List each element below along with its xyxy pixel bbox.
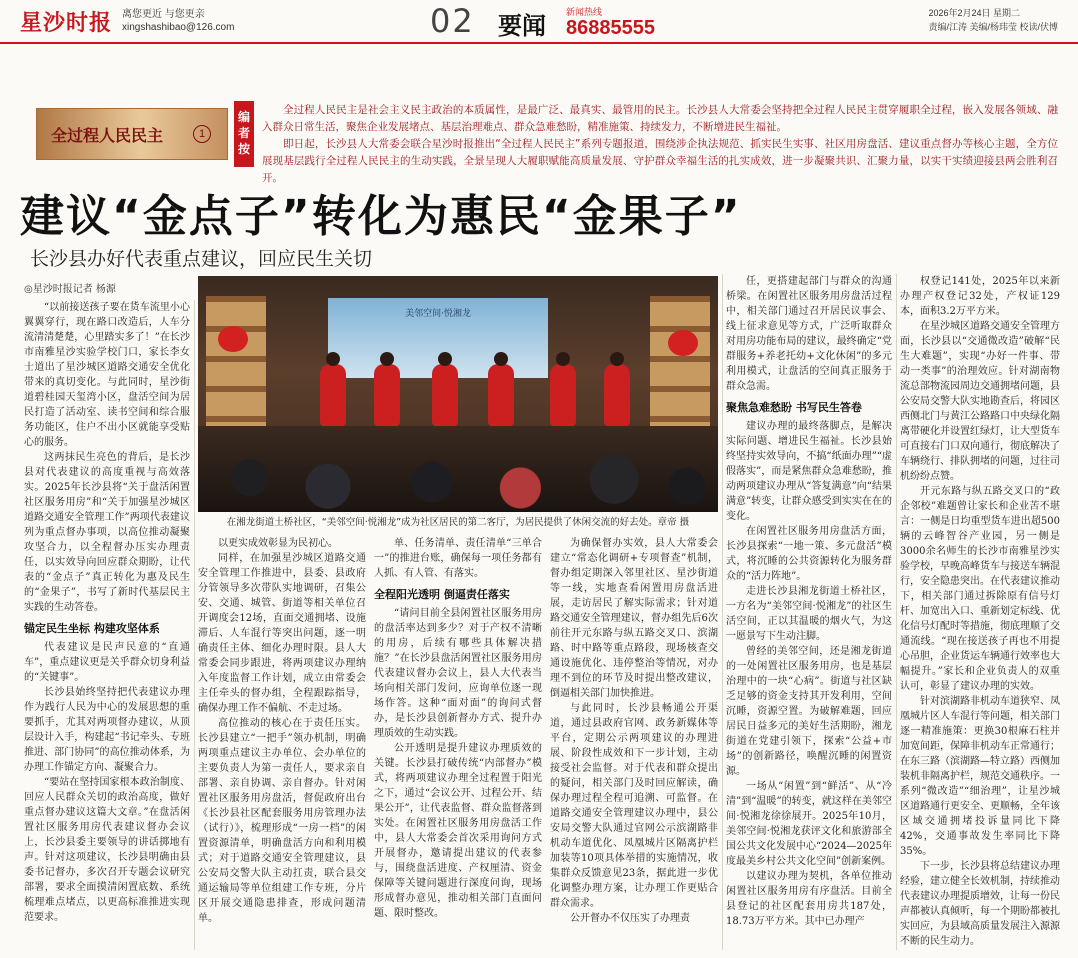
- hotline-label: 新闻热线: [566, 7, 603, 17]
- subheadline: 长沙县办好代表重点建议，回应民生关切: [30, 248, 373, 270]
- article-paragraph: 针对滨湖路非机动车道狭窄、凤凰城片区人车混行等问题，相关部门逐一精准施策：更换30根麻石柱并加宽间距，保障非机动车正常通行；在东三路（滨湖路—特立路）西侧加装机非隔离护栏，规范交通秩序。一系列“微改造”“细治理”，让星沙城区道路通行更安全、更顺畅，全年该区域交通拥堵投诉量同比下降42%，交通事故发生率同比下降35%。: [900, 696, 1060, 857]
- series-number: 1: [193, 125, 211, 143]
- performer: [550, 364, 576, 426]
- column-divider: [896, 274, 897, 950]
- article-column-5: [726, 274, 892, 950]
- article-paragraph: “以前接送孩子要在货车流里小心翼翼穿行，现在路口改造后，人车分流清清楚楚，心里踏实多了！”在长沙市南雅星沙实验学校门口，家长李女士道出了星沙城区道路交通安全优化带来的真切变化。与此同时，星沙街道碧桂园天玺湾小区，盘活空间为居民打造了活动室、读书空间和综合服务功能区，住户不出小区就能享受贴心的服务。: [24, 302, 190, 448]
- headline: 建议“金点子”转化为惠民“金果子”: [20, 191, 742, 242]
- section-title: 要闻: [498, 12, 546, 40]
- article-paragraph: 公开督办不仅压实了办理责: [570, 913, 690, 924]
- lantern-icon: [218, 326, 248, 352]
- performer: [604, 364, 630, 426]
- article-column-2: [198, 536, 366, 950]
- article-paragraph: 以建议办理为契机，各单位推动闲置社区服务用房有序盘活。目前全县登记的社区配套用房共187处，18.73万平方米。其中已办理产: [726, 871, 892, 927]
- masthead: [0, 0, 1078, 44]
- article-paragraph: 曾经的美邻空间，还是湘龙街道的一处闲置社区服务用房，也是基层治理中的一块“心病”。街道与社区缺乏足够的资金支持其开发利用，空间沉睡，资源空置。为破解难题，回应居民日益多元的美好生活期盼，湘龙街道在党建引领下，探索“公益+市场”的创新路径，唤醒沉睡的闲置资源。: [726, 646, 892, 777]
- issue-info: [928, 6, 1058, 34]
- article-paragraph: 开元东路与纵五路交叉口的“政企邻校”难题曾让家长和企业苦不堪言：一侧是日均重型货车进出超500辆的云峰智谷产业园，另一侧是3000余名师生的长沙市南雅星沙实验学校，早晚高峰货车与接送车辆混行，安全隐患突出。在代表建议推动下，相关部门通过拆除原有信号灯杆、加宽出入口、重新划定标线、优化信号灯配时等措施，彻底理顺了交通流线。“现在接送孩子再也不用提心吊胆，企业货运车辆通行效率也大幅提升。”家长和企业负责人的双重认可，彰显了建议办理的实效。: [900, 486, 1060, 692]
- article-paragraph: 权登记141处，2025年以来新办理产权登记32处，产权证129本，面积3.2万平方米。: [900, 276, 1060, 317]
- article-column-3: [374, 536, 542, 950]
- slogan: [122, 8, 234, 34]
- performer: [320, 364, 346, 426]
- performer: [488, 364, 514, 426]
- article-paragraph: 建议办理的最终落脚点，是解决实际问题、增进民生福祉。长沙县始终坚持实效导向，不搞“纸面办理”“虚假落实”，而是紧焦群众急难愁盼，推动两项建议办理从“答复满意”向“结果满意”转变，让群众感受到实实在在的变化。: [726, 421, 892, 522]
- contact-email: xingshashibao@126.com: [122, 22, 235, 33]
- article-paragraph: 单、任务清单、责任清单“三单合一”的推进台账，确保每一项任务都有人抓、有人管、有落实。: [374, 538, 542, 579]
- performer: [374, 364, 400, 426]
- column-divider: [194, 300, 195, 950]
- issue-date: 2026年2月24日 星期二: [928, 8, 1021, 18]
- article-column-4: [550, 536, 718, 950]
- article-paragraph: 长沙县始终坚持把代表建议办理作为践行人民为中心的发展思想的重要抓手，尤其对两项督办建议，从顶层设计入手，构建起“书记牵头、专班推进、部门协同”的高位推动体系，为办理工作锚定方向、凝聚合力。: [24, 687, 190, 773]
- article-photo: [198, 276, 718, 512]
- section-subheading: 全程阳光透明 倒逼责任落实: [374, 588, 510, 601]
- article-paragraph: 这两抹民生亮色的背后，是长沙县对代表建议的高度重视与高效落实。2025年长沙县将“关于盘活闲置社区服务用房”和“关于加强星沙城区道路交通安全管理工作”两项代表建议列为重点督办事项，以高位推动凝聚攻坚合力，以全程督办压实办理责任，以实效导向回应群众期盼，让代表的“金点子”真正转化为惠及民生的“金果子”，书写了新时代基层民主实践的生动答卷。: [24, 452, 190, 613]
- article-paragraph: 一场从“闲置”到“鲜活”、从“冷清”到“温暖”的转变，就这样在美邻空间·悦湘龙徐徐展开。2025年10月，美邻空间·悦湘龙获评文化和旅游部全国公共文化发展中心“2024—2025年度最美乡村公共文化空间”创新案例。: [726, 781, 892, 867]
- article-paragraph: 下一步，长沙县将总结建议办理经验，建立健全长效机制，持续推动代表建议办理提质增效，让每一份民声都被认真倾听，每一个期盼都被扎实回应，为县域高质量发展注入源源不断的民生动力。: [900, 861, 1060, 947]
- article-paragraph: 在星沙城区道路交通安全管理方面，长沙县以“交通微改造”破解“民生大难题”，实现“办好一件事、带动一类事”的治理效应。针对湖南物流总部物流园周边交通拥堵问题，县公安局交警大队实地勘查后，将园区西侧北门与黄江公路路口中央绿化隔离带硬化并设置红绿灯，让大型货车可直接右门口双向通行，彻底解决了车辆绕行、排队拥堵的问题，过往司机纷纷点赞。: [900, 321, 1060, 482]
- bookshelf: [206, 296, 266, 446]
- editor-note: [262, 102, 1058, 187]
- article-paragraph: “请问目前全县闲置社区服务用房的盘活率达到多少？对于产权不清晰的用房，后续有哪些具体解决措施？”在长沙县盘活闲置社区服务用房代表建议督办会议上，县人大代表当场向相关部门发问，应询单位逐一现场作答。这种“面对面”的询问式督办，是长沙县创新督办方式、提升办理质效的生动实践。: [374, 608, 542, 739]
- slogan-text: 离您更近 与您更亲: [122, 9, 205, 20]
- lantern-icon: [668, 330, 698, 356]
- article-column-1: [24, 300, 190, 950]
- article-paragraph: “要站在坚持国家根本政治制度、回应人民群众关切的政治高度，做好重点督办建议这篇大文章。”在盘活闲置社区服务用房代表建议督办会议上，长沙县委主要领导的讲话掷地有声。针对这项建议，长沙县明确由县委书记督办，多次召开专题会议研究部署，要求全面摸清闲置底数、系统梳理难点堵点，以更高标准推进实现范要求。: [24, 777, 190, 923]
- editor-note-paragraph: 全过程人民民主是社会主义民主政治的本质属性，是最广泛、最真实、最管用的民主。长沙县人大常委会坚持把全过程人民民主贯穿履职全过程，嵌入发展各领域、融入群众日常生活，聚焦企业发展堵点、基层治理难点、群众急难愁盼，精准施策、持续发力，不断增进民生福祉。: [262, 104, 1058, 133]
- article-paragraph: 任，更搭建起部门与群众的沟通桥梁。在闲置社区服务用房盘活过程中，相关部门通过召开居民议事会、线上征求意见等方式，广泛听取群众对用房功能布局的建议，最终确定“党群服务+养老托幼+文化休闲”的多元利用模式，让盘活的空间真正服务于群众急需。: [726, 276, 892, 392]
- section-subheading: 锚定民生坐标 构建攻坚体系: [24, 622, 160, 635]
- article-paragraph: 公开透明是提升建议办理质效的关键。长沙县打破传统“内部督办”模式，将两项建议办理全过程置于阳光之下，通过“会议公开、过程公开、结果公开”，让代表监督、群众监督落到实处。在闲置社区服务用房盘活工作中，县人大常委会首次采用询问方式开展督办，邀请提出建议的代表参与，围绕盘活进度、产权厘清、资金保障等关键问题进行深度问询，现场形成督办意见，推动相关部门直面问题、限时整改。: [374, 743, 542, 919]
- article-paragraph: 高位推动的核心在于责任压实。长沙县建立“一把手”领办机制，明确两项重点建议主办单位、会办单位的主要负责人为第一责任人，要求亲自部署、亲自协调、亲自督办。针对闲置社区服务用房盘活，督促政府出台《长沙县社区配套服务用房管理办法（试行）》，梳理形成“一房一档”的闲置资源清单，明确盘活方向和利用模式；对于道路交通安全管理建议，县公安局交警大队主动扛责，联合县交通运输局等单位组建工作专班，分片区开展交通隐患排查，形成问题清单。: [198, 718, 366, 924]
- article-paragraph: 在闲置社区服务用房盘活方面，长沙县探索“一地一策、多元盘活”模式，将沉睡的公共资源转化为服务群众的“活力阵地”。: [726, 526, 892, 582]
- article-paragraph: 为确保督办实效，县人大常委会建立“常态化调研+专项督查”机制，督办组定期深入邻里社区、星沙街道等一线，实地查看闲置用房盘活进展，走访居民了解实际需求；针对道路交通安全管理建议，督办组先后6次前往开元东路与纵五路交叉口、滨湖路、时中路等重点路段，现场核查交通设施优化、违停整治等情况，对办理不到位的环节及时提出整改建议，倒逼相关部门加快推进。: [550, 538, 718, 699]
- editor-credits: 责编/江涛 美编/杨玮莹 校读/伏博: [928, 22, 1058, 32]
- article-paragraph: 同样，在加强星沙城区道路交通安全管理工作推进中，县委、县政府分管领导多次带队实地调研，召集公安、交通、城管、街道等相关单位召开调度会12场，直面交通拥堵、设施滞后、人车混行等突出问题，逐一明确责任主体、细化办理时限。县人大常委会同步跟进，将两项建议办理纳入年度监督工作计划，成立由常委会主任牵头的督办组，全程跟踪指导，确保办理工作不偏航、不走过场。: [198, 553, 366, 714]
- series-banner: [36, 108, 228, 160]
- section-subheading: 聚焦急难愁盼 书写民生答卷: [726, 401, 862, 414]
- page-number: 02: [430, 2, 475, 40]
- audience: [198, 426, 718, 512]
- photo-caption: 在湘龙街道土桥社区，“美邻空间·悦湘龙”成为社区居民的第二客厅，为居民提供了休闲交流的好去处。章帝 摄: [226, 517, 690, 528]
- article-paragraph: 代表建议是民声民意的“直通车”，重点建议更是关乎群众切身利益的“关键事”。: [24, 642, 190, 683]
- article-paragraph: 与此同时，长沙县畅通公开渠道，通过县政府官网、政务新媒体等平台，定期公示两项建议的办理进展、阶段性成效和下一步计划，主动接受社会监督。对于代表和群众提出的疑问，相关部门及时回应解读，确保办理过程全程可追溯、可监督。在道路交通安全管理建议办理中，县公安局交警大队通过官网公示滨湖路非机动车道优化、凤凰城片区隔离护栏加装等10项具体举措的实施情况，收集群众反馈意见23条，据此进一步优化调整办理方案，让办理工作更贴合群众需求。: [550, 703, 718, 909]
- column-divider: [722, 274, 723, 950]
- editor-note-paragraph: 即日起，长沙县人大常委会联合星沙时报推出“全过程人民民主”系列专题报道，围绕涉企执法规范、抓实民生实事、社区用房盘活、建议重点督办等核心主题，全方位展现基层践行全过程人民民主的生动实践，全景呈现人大履职赋能高质量发展、守护群众幸福生活的扎实成效，进一步凝聚共识、汇聚力量，以实干实绩迎接县两会胜利召开。: [262, 138, 1058, 184]
- series-title: 全过程人民民主: [51, 126, 164, 145]
- article-paragraph: 以更实成效彰显为民初心。: [218, 538, 338, 549]
- article-paragraph: 走进长沙县湘龙街道土桥社区，一方名为“美邻空间·悦湘龙”的社区生活空间，正以其温暖的烟火气，为这一愿景写下生动注脚。: [726, 586, 892, 642]
- bookshelf: [650, 296, 710, 446]
- article-column-6: [900, 274, 1060, 950]
- screen-text: 美邻空间·悦湘龙: [405, 309, 471, 319]
- editor-note-tag: 编者按: [234, 101, 254, 167]
- byline: ◎星沙时报记者 杨源: [24, 284, 116, 295]
- newspaper-logo: 星沙时报: [20, 11, 113, 36]
- performer: [432, 364, 458, 426]
- hotline-number: 86885555: [566, 17, 655, 39]
